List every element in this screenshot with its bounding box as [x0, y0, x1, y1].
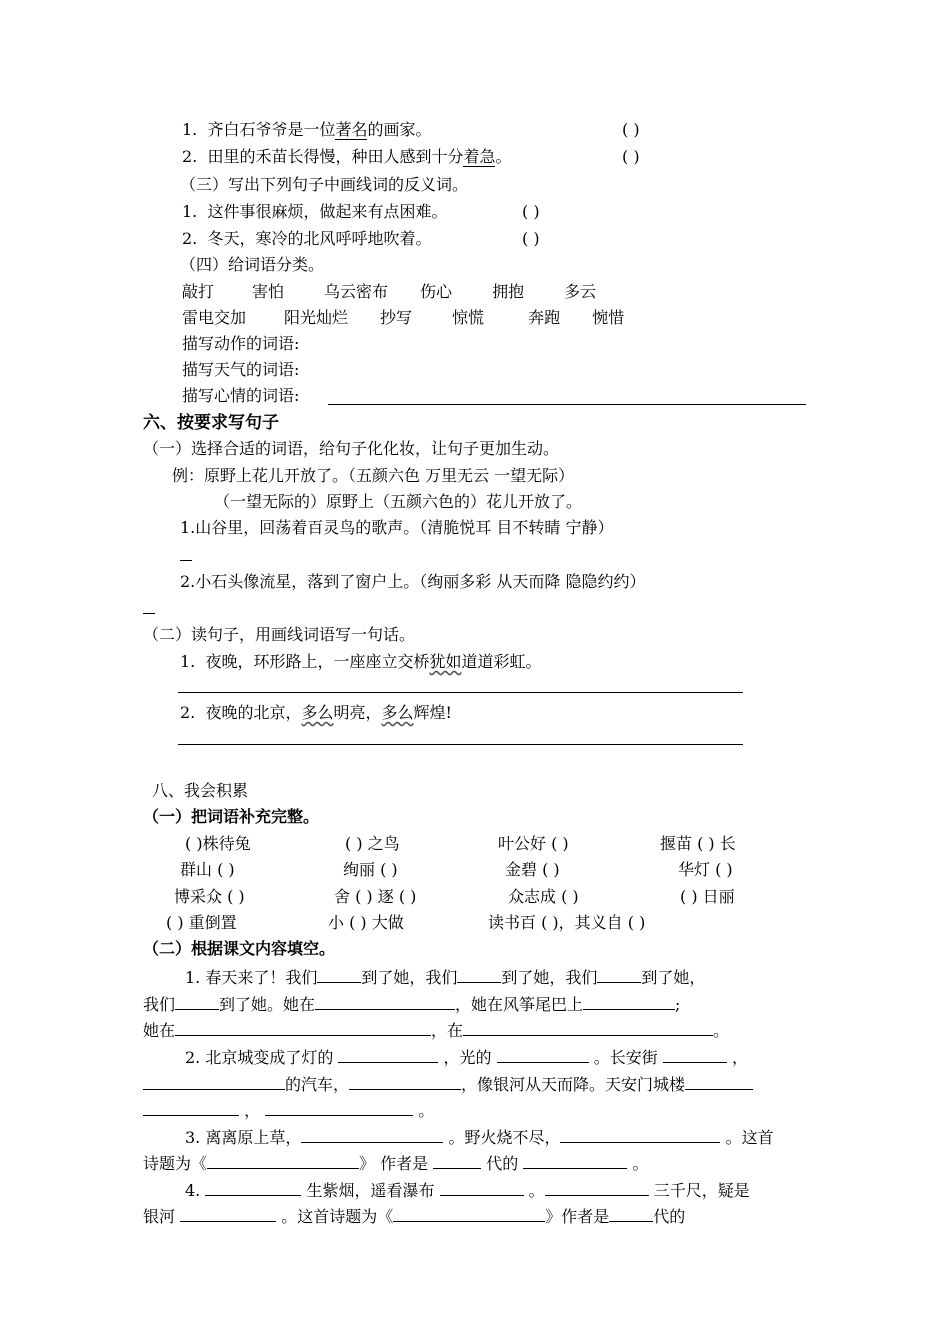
underlined-word: 著名	[335, 120, 368, 139]
idiom: 金碧 ( )	[505, 860, 560, 879]
idiom: ( )株待兔	[185, 834, 251, 853]
answer-paren[interactable]: ( )	[522, 229, 540, 248]
blank[interactable]	[317, 966, 361, 983]
sentence-s2: 2. 夜晚的北京，多么明亮，多么辉煌!	[180, 703, 452, 722]
idiom: ( ) 重倒置	[166, 913, 237, 932]
blank[interactable]	[597, 966, 641, 983]
blank[interactable]	[301, 1126, 443, 1143]
word: 乌云密布	[324, 282, 389, 301]
part6-title: 六、按要求写句子	[143, 413, 279, 433]
section-title: （一）选择合适的词语，给句子化化妆，让句子更加生动。	[143, 439, 560, 458]
answer-line[interactable]	[143, 613, 155, 614]
idiom: 华灯 ( )	[678, 860, 733, 879]
blank[interactable]	[349, 1073, 461, 1090]
fill-4-line2: 银河 。这首诗题为《 》作者是 代的	[143, 1207, 686, 1226]
word-row-1	[182, 282, 596, 302]
blank[interactable]	[545, 1179, 649, 1196]
idiom: ( ) 之鸟	[345, 834, 400, 853]
word: 阳光灿烂	[284, 308, 349, 327]
word-row-2	[182, 308, 624, 328]
idiom: 众志成 ( )	[508, 887, 579, 906]
category-mood: 描写心情的词语:	[182, 386, 300, 405]
word: 敲打	[182, 282, 215, 301]
blank[interactable]	[265, 1099, 413, 1116]
blank[interactable]	[175, 1019, 431, 1036]
word: 多云	[564, 282, 597, 301]
blank[interactable]	[560, 1126, 720, 1143]
blank[interactable]	[433, 1152, 481, 1169]
q3-item-1: 1. 这件事很麻烦，做起来有点困难。	[182, 202, 448, 221]
fill-1-line3: 她在 ，在 。	[143, 1021, 730, 1040]
blank[interactable]	[497, 1046, 589, 1063]
blank[interactable]	[609, 1205, 653, 1222]
idiom: ( ) 日丽	[680, 887, 735, 906]
fill-4-line1: 4. 生紫烟，遥看瀑布 。 三千尺，疑是	[185, 1181, 750, 1200]
underlined-word: 多么	[301, 703, 334, 722]
section-title: （二）根据课文内容填空。	[143, 939, 336, 958]
word: 雷电交加	[182, 308, 247, 327]
answer-line[interactable]	[178, 692, 743, 693]
fill-2-line1: 2. 北京城变成了灯的 ，光的 。长安街 ，	[185, 1048, 748, 1067]
q2-item-1: 1. 齐白石爷爷是一位著名的画家。	[182, 120, 432, 139]
fill-2-line2: 的汽车， ，像银河从天而降。天安门城楼	[143, 1073, 753, 1095]
blank[interactable]	[180, 1205, 276, 1222]
blank[interactable]	[663, 1046, 727, 1063]
q2-item-2: 2. 田里的禾苗长得慢，种田人感到十分着急。	[182, 147, 512, 166]
blank[interactable]	[205, 1179, 301, 1196]
blank[interactable]	[143, 1099, 239, 1116]
fill-3-line1: 3. 离离原上草， 。野火烧不尽， 。这首	[185, 1128, 774, 1147]
part8-title: 八、我会积累	[152, 781, 249, 800]
blank[interactable]	[440, 1179, 524, 1196]
sentence-s1: 1. 夜晚，环形路上，一座座立交桥犹如道道彩虹。	[180, 652, 542, 671]
section-title: （四）给词语分类。	[180, 255, 325, 274]
blank[interactable]	[583, 993, 675, 1010]
answer-paren[interactable]: ( )	[622, 147, 640, 166]
idiom: 揠苗 ( ) 长	[660, 834, 736, 853]
word: 害怕	[252, 282, 285, 301]
sentence-q2: 2.小石头像流星，落到了窗户上。（绚丽多彩 从天而降 隐隐约约）	[180, 572, 646, 591]
blank[interactable]	[685, 1073, 753, 1090]
blank[interactable]	[523, 1152, 627, 1169]
idiom: 舍 ( ) 逐 ( )	[334, 887, 417, 906]
answer-line[interactable]	[180, 560, 192, 561]
answer-paren[interactable]: ( )	[522, 202, 540, 221]
idiom: 读书百 ( )，其义自 ( )	[488, 913, 646, 932]
answer-line[interactable]	[178, 744, 743, 745]
fill-1-line2: 我们 到了她。她在 ，她在风筝尾巴上 ;	[143, 995, 681, 1014]
blank[interactable]	[175, 993, 219, 1010]
idiom: 群山 ( )	[180, 860, 235, 879]
idiom: 小 ( ) 大做	[328, 913, 404, 932]
fill-3-line2: 诗题为《 》 作者是 代的 。	[143, 1154, 649, 1173]
fill-1-line1: 1. 春天来了！我们 到了她，我们 到了她，我们 到了她，	[185, 968, 706, 987]
blank[interactable]	[338, 1046, 438, 1063]
underlined-word: 着急	[463, 147, 496, 166]
answer-paren[interactable]: ( )	[622, 120, 640, 139]
blank[interactable]	[207, 1152, 359, 1169]
blank[interactable]	[463, 1019, 713, 1036]
q3-item-2: 2. 冬天，寒冷的北风呼呼地吹着。	[182, 229, 432, 248]
blank[interactable]	[143, 1073, 285, 1090]
idiom: 博采众 ( )	[174, 887, 245, 906]
word: 抄写	[380, 308, 413, 327]
example: 例：原野上花儿开放了。（五颜六色 万里无云 一望无际）	[172, 466, 575, 485]
sentence-q1: 1.山谷里，回荡着百灵鸟的歌声。（清脆悦耳 目不转睛 宁静）	[180, 518, 614, 537]
example-answer: （一望无际的）原野上（五颜六色的）花儿开放了。	[214, 492, 583, 511]
blank[interactable]	[457, 966, 501, 983]
word: 拥抱	[492, 282, 525, 301]
blank[interactable]	[393, 1205, 545, 1222]
category-action: 描写动作的词语:	[182, 334, 300, 353]
section-title: （三）写出下列句子中画线词的反义词。	[180, 175, 469, 194]
idiom: 叶公好 ( )	[498, 834, 569, 853]
underlined-word: 犹如	[429, 652, 462, 671]
answer-line[interactable]	[328, 404, 806, 405]
word: 奔跑	[528, 308, 561, 327]
blank[interactable]	[315, 993, 455, 1010]
section-title: （二）读句子，用画线词语写一句话。	[143, 625, 416, 644]
word: 惊慌	[452, 308, 485, 327]
word: 惋惜	[592, 308, 625, 327]
section-title: （一）把词语补充完整。	[143, 807, 320, 826]
category-weather: 描写天气的词语:	[182, 360, 300, 379]
idiom: 绚丽 ( )	[343, 860, 398, 879]
fill-2-line3: ， 。	[143, 1099, 434, 1121]
underlined-word: 多么	[381, 703, 414, 722]
word: 伤心	[420, 282, 453, 301]
